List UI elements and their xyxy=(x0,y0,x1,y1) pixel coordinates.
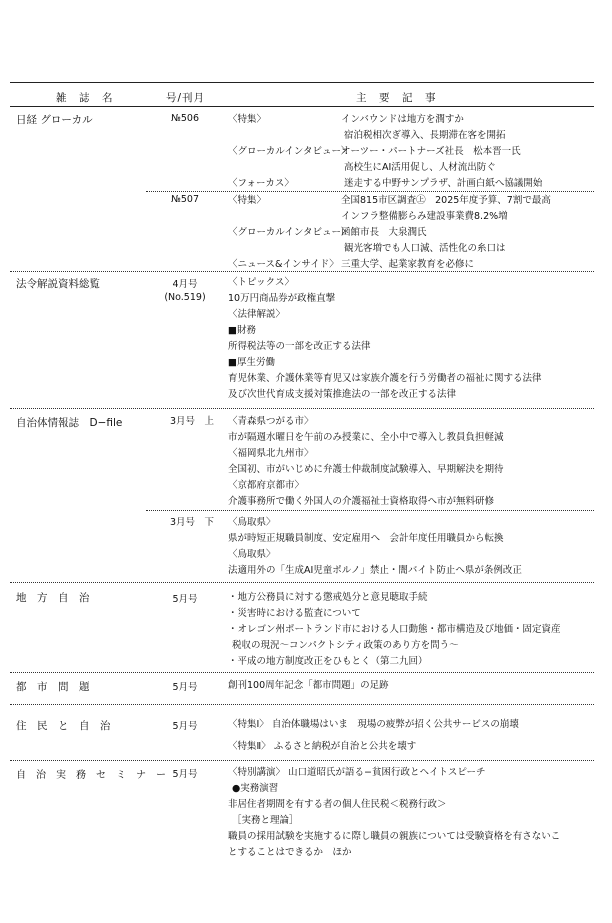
article-text: 観光客増でも人口減、活性化の糸口は xyxy=(344,243,506,254)
article-text: 迷走する中野サンプラザ、計画白紙へ協議開始 xyxy=(344,178,543,189)
magazine-name: 法令解説資料総覧 xyxy=(16,278,100,290)
header-issue: 号/刊月 xyxy=(166,92,206,104)
article-line: ・平成の地方制度改正をひもとく（第二九回） xyxy=(228,656,428,667)
magazine-name: 住 民 と 自 治 xyxy=(16,720,111,732)
article-line: 法適用外の「生成AI児童ポルノ」禁止・闇バイト防止へ県が条例改正 xyxy=(228,565,522,576)
section-divider xyxy=(10,760,594,761)
article-line: 〈特別講演〉 山口道昭氏が語る−貧困行政とヘイトスピーチ xyxy=(228,767,486,778)
article-text: 全国815市区調査㊤ 2025年度予算、7割で最高 xyxy=(341,195,551,206)
article-line: 介護事務所で働く外国人の介護福祉士資格取得へ市が無料研修 xyxy=(228,496,495,507)
article-line: ［実務と理論］ xyxy=(232,815,299,826)
magazine-name: 自 治 実 務 セ ミ ナ ー xyxy=(16,770,166,781)
issue-sub: (No.519) xyxy=(164,292,206,303)
article-line: 県が時短正規職員制度、安定雇用へ 会計年度任用職員から転換 xyxy=(228,533,504,544)
article-line: 市が隔週水曜日を午前のみ授業に、全小中で導入し教員負担軽減 xyxy=(228,432,504,443)
section-divider xyxy=(10,704,594,705)
article-line: 非居住者期間を有する者の個人住民税＜税務行政＞ xyxy=(228,799,447,810)
header-rule xyxy=(10,106,594,107)
article-text: オーツー・パートナーズ社長 松本晋一氏 xyxy=(341,146,521,157)
article-label: 〈特集〉 xyxy=(228,195,267,206)
article-line: ■財務 xyxy=(228,325,256,336)
issue-number: 5月号 xyxy=(172,594,198,605)
article-line: 職員の採用試験を実施するに際し職員の親族については受験資格を有さないこ xyxy=(228,831,561,842)
article-line: ・オレゴン州ポートランド市における人口動態・都市構造及び地価・固定資産 xyxy=(228,624,561,635)
article-text: インフラ整備膨らみ建設事業費8.2%増 xyxy=(341,211,508,222)
magazine-name: 都 市 問 題 xyxy=(16,681,90,693)
issue-number: 5月号 xyxy=(172,721,198,732)
magazine-name: 地 方 自 治 xyxy=(16,592,90,604)
article-text: 高校生にAI活用促し、人材流出防ぐ xyxy=(344,162,496,173)
article-label: 〈ニュース&インサイド〉 xyxy=(228,259,339,270)
issue-number: 5月号 xyxy=(172,769,198,780)
issue-divider xyxy=(146,191,594,192)
article-line: 全国初、市がいじめに弁護士仲裁制度試験導入、早期解決を期待 xyxy=(228,464,504,475)
article-line: とすることはできるか ほか xyxy=(228,847,352,858)
header-magazine: 雑 誌 名 xyxy=(56,92,114,104)
article-line: ■厚生労働 xyxy=(228,357,275,368)
article-line: 〈トピックス〉 xyxy=(228,277,295,288)
section-divider xyxy=(10,582,594,583)
section-divider xyxy=(10,672,594,673)
article-line: 所得税法等の一部を改正する法律 xyxy=(228,341,371,352)
article-line: 〈福岡県北九州市〉 xyxy=(228,448,314,459)
article-line: ・地方公務員に対する懲戒処分と意見聴取手続 xyxy=(228,592,428,603)
article-line: 〈特集Ⅱ〉 ふるさと納税が自治と公共を壊す xyxy=(228,741,417,752)
article-label: 〈フォーカス〉 xyxy=(228,178,294,189)
article-label: 〈グローカルインタビュー〉 xyxy=(228,146,351,157)
issue-number: №507 xyxy=(170,194,199,205)
article-line: 〈特集Ⅰ〉 自治体職場はいま 現場の疲弊が招く公共サービスの崩壊 xyxy=(228,719,519,730)
article-text: 函館市長 大泉潤氏 xyxy=(341,227,427,238)
article-text: 宿泊税相次ぎ導入、長期滞在客を開拓 xyxy=(344,130,506,141)
article-line: 育児休業、介護休業等育児又は家族介護を行う労働者の福祉に関する法律 xyxy=(228,373,542,384)
issue-divider xyxy=(146,510,594,511)
magazine-name: 日経 グローカル xyxy=(16,114,93,126)
header-articles: 主 要 記 事 xyxy=(356,92,437,104)
section-divider xyxy=(10,271,594,272)
issue-number: 4月号 xyxy=(172,279,198,290)
issue-number: 3月号 上 xyxy=(170,416,215,427)
article-line: 創刊100周年記念「都市問題」の足跡 xyxy=(228,680,389,691)
issue-number: 5月号 xyxy=(172,682,198,693)
section-divider xyxy=(10,408,594,409)
article-line: 〈法律解説〉 xyxy=(228,309,286,320)
article-line: 及び次世代育成支援対策推進法の一部を改正する法律 xyxy=(228,389,457,400)
article-line: 税収の現況〜コンパクトシティ政策のあり方を問う〜 xyxy=(232,640,459,651)
article-line: ●実務演習 xyxy=(232,783,279,794)
article-line: 〈京都府京都市〉 xyxy=(228,480,305,491)
article-line: 〈青森県つがる市〉 xyxy=(228,416,314,427)
article-line: 〈鳥取県〉 xyxy=(228,517,276,528)
issue-number: 3月号 下 xyxy=(170,517,215,528)
article-line: ・災害時における監査について xyxy=(228,608,361,619)
article-line: 〈鳥取県〉 xyxy=(228,549,276,560)
issue-number: №506 xyxy=(170,113,199,124)
magazine-name: 自治体情報誌 D−file xyxy=(16,417,123,429)
article-text: 三重大学、起業家教育を必修に xyxy=(341,259,475,270)
top-rule xyxy=(10,82,594,83)
article-text: インバウンドは地方を潤すか xyxy=(341,114,464,125)
article-label: 〈グローカルインタビュー〉 xyxy=(228,227,351,238)
article-line: 10万円商品券が政権直撃 xyxy=(228,293,336,304)
article-label: 〈特集〉 xyxy=(228,114,267,125)
